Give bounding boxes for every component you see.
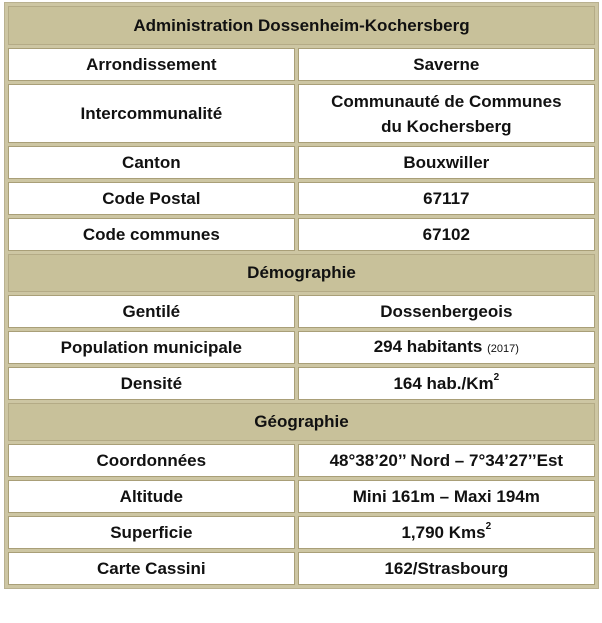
value-arrondissement: Saverne [298,48,595,81]
label-superficie: Superficie [8,516,295,549]
label-canton: Canton [8,146,295,179]
label-coordonnees: Coordonnées [8,444,295,477]
section-administration [8,6,595,45]
value-population-count: 294 habitants [373,336,483,356]
value-population [298,331,595,364]
row-densite [8,367,595,400]
row-intercommunalite [8,84,595,143]
label-altitude: Altitude [8,480,295,513]
value-carte-cassini: 162/Strasbourg [298,552,595,585]
row-carte-cassini [8,552,595,585]
value-intercommunalite [298,84,595,143]
label-code-communes: Code communes [8,218,295,251]
section-demographie [8,254,595,292]
row-population [8,331,595,364]
row-code-postal [8,182,595,215]
value-code-communes: 67102 [298,218,595,251]
label-code-postal: Code Postal [8,182,295,215]
section-geographie [8,403,595,441]
row-code-communes [8,218,595,251]
commune-info-table [4,2,599,589]
value-code-postal: 67117 [298,182,595,215]
label-population: Population municipale [8,331,295,364]
value-intercommunalite-line2: du Kochersberg [381,116,512,136]
value-densite-text: 164 hab./Km [393,373,494,393]
row-canton [8,146,595,179]
value-altitude: Mini 161m – Maxi 194m [298,480,595,513]
value-population-year: (2017) [487,342,519,355]
section-title-demographie: Démographie [8,254,595,292]
value-gentile: Dossenbergeois [298,295,595,328]
value-superficie [298,516,595,549]
section-title-geographie: Géographie [8,403,595,441]
label-carte-cassini: Carte Cassini [8,552,295,585]
label-densite: Densité [8,367,295,400]
label-arrondissement: Arrondissement [8,48,295,81]
row-gentile [8,295,595,328]
row-coordonnees [8,444,595,477]
label-gentile: Gentilé [8,295,295,328]
section-title-administration: Administration Dossenheim-Kochersberg [8,6,595,45]
value-superficie-text: 1,790 Kms [401,522,486,542]
value-coordonnees: 48°38’20’’ Nord – 7°34’27’’Est [298,444,595,477]
value-densite [298,367,595,400]
value-superficie-sup: 2 [485,520,492,532]
row-arrondissement [8,48,595,81]
row-superficie [8,516,595,549]
value-densite-sup: 2 [493,371,500,383]
label-intercommunalite: Intercommunalité [8,84,295,143]
value-canton: Bouxwiller [298,146,595,179]
value-intercommunalite-line1: Communauté de Communes [331,91,562,111]
row-altitude [8,480,595,513]
